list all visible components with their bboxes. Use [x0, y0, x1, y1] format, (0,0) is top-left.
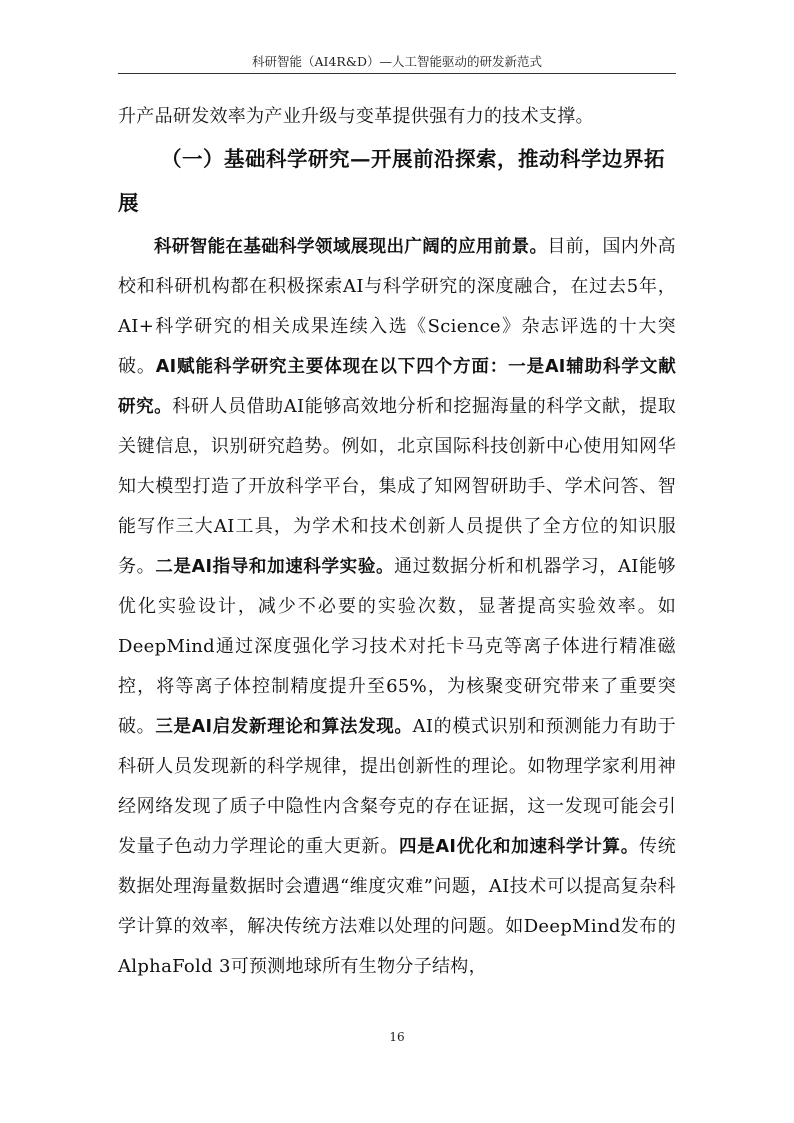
bold-lead-sentence: 科研智能在基础科学领域展现出广阔的应用前景。: [154, 237, 548, 257]
body-paragraph: [118, 227, 676, 987]
body-text: AI的模式识别和预测能力有助于科研人员发现新的科学规律，提出创新性的理论。如物理学家利用神经网络发现了质子中隐性内含粲夸克的存在证据，这一发现可能会引发量子色动力学理论的重大更新。: [118, 716, 676, 857]
bold-point-four: 四是AI优化和加速科学计算。: [399, 837, 639, 857]
bold-point-one: AI赋能科学研究主要体现在以下四个方面：一是AI辅助科学文献研究。: [118, 357, 676, 417]
section-heading: （一）基础科学研究—开展前沿探索，推动科学边界拓展: [118, 147, 666, 215]
body-text: 传统数据处理海量数据时会遭遇“维度灾难”问题，AI技术可以提高复杂科学计算的效率，解决传统方法难以处理的问题。如DeepMind发布的AlphaFold 3可预测地球所有生物分子结构，: [118, 836, 676, 977]
header-divider: [118, 73, 676, 74]
body-text: 目前，国内外高校和科研机构都在积极探索AI与科学研究的深度融合，在过去5年，AI+科学研究的相关成果连续入选《Science》杂志评选的十大突破。: [118, 236, 676, 377]
bold-point-two: 二是AI指导和加速科学实验。: [155, 557, 395, 577]
carry-over-paragraph: 升产品研发效率为产业升级与变革提供强有力的技术支撑。: [118, 106, 594, 127]
running-header: 科研智能（AI4R&D）—人工智能驱动的研发新范式: [252, 54, 542, 69]
body-text: 通过数据分析和机器学习，AI能够优化实验设计，减少不必要的实验次数，显著提高实验效率。如DeepMind通过深度强化学习技术对托卡马克等离子体进行精准磁控，将等离子体控制精度提升至65%，为核聚变研究带来了重要突破。: [118, 556, 676, 737]
page-body: [118, 97, 676, 987]
body-text: 科研人员借助AI能够高效地分析和挖掘海量的科学文献，提取关键信息，识别研究趋势。例如，北京国际科技创新中心使用知网华知大模型打造了开放科学平台，集成了知网智研助手、学术问答、智能写作三大AI工具，为学术和技术创新人员提供了全方位的知识服务。: [118, 396, 676, 577]
bold-point-three: 三是AI启发新理论和算法发现。: [155, 717, 413, 737]
page-number: 16: [389, 1030, 405, 1044]
